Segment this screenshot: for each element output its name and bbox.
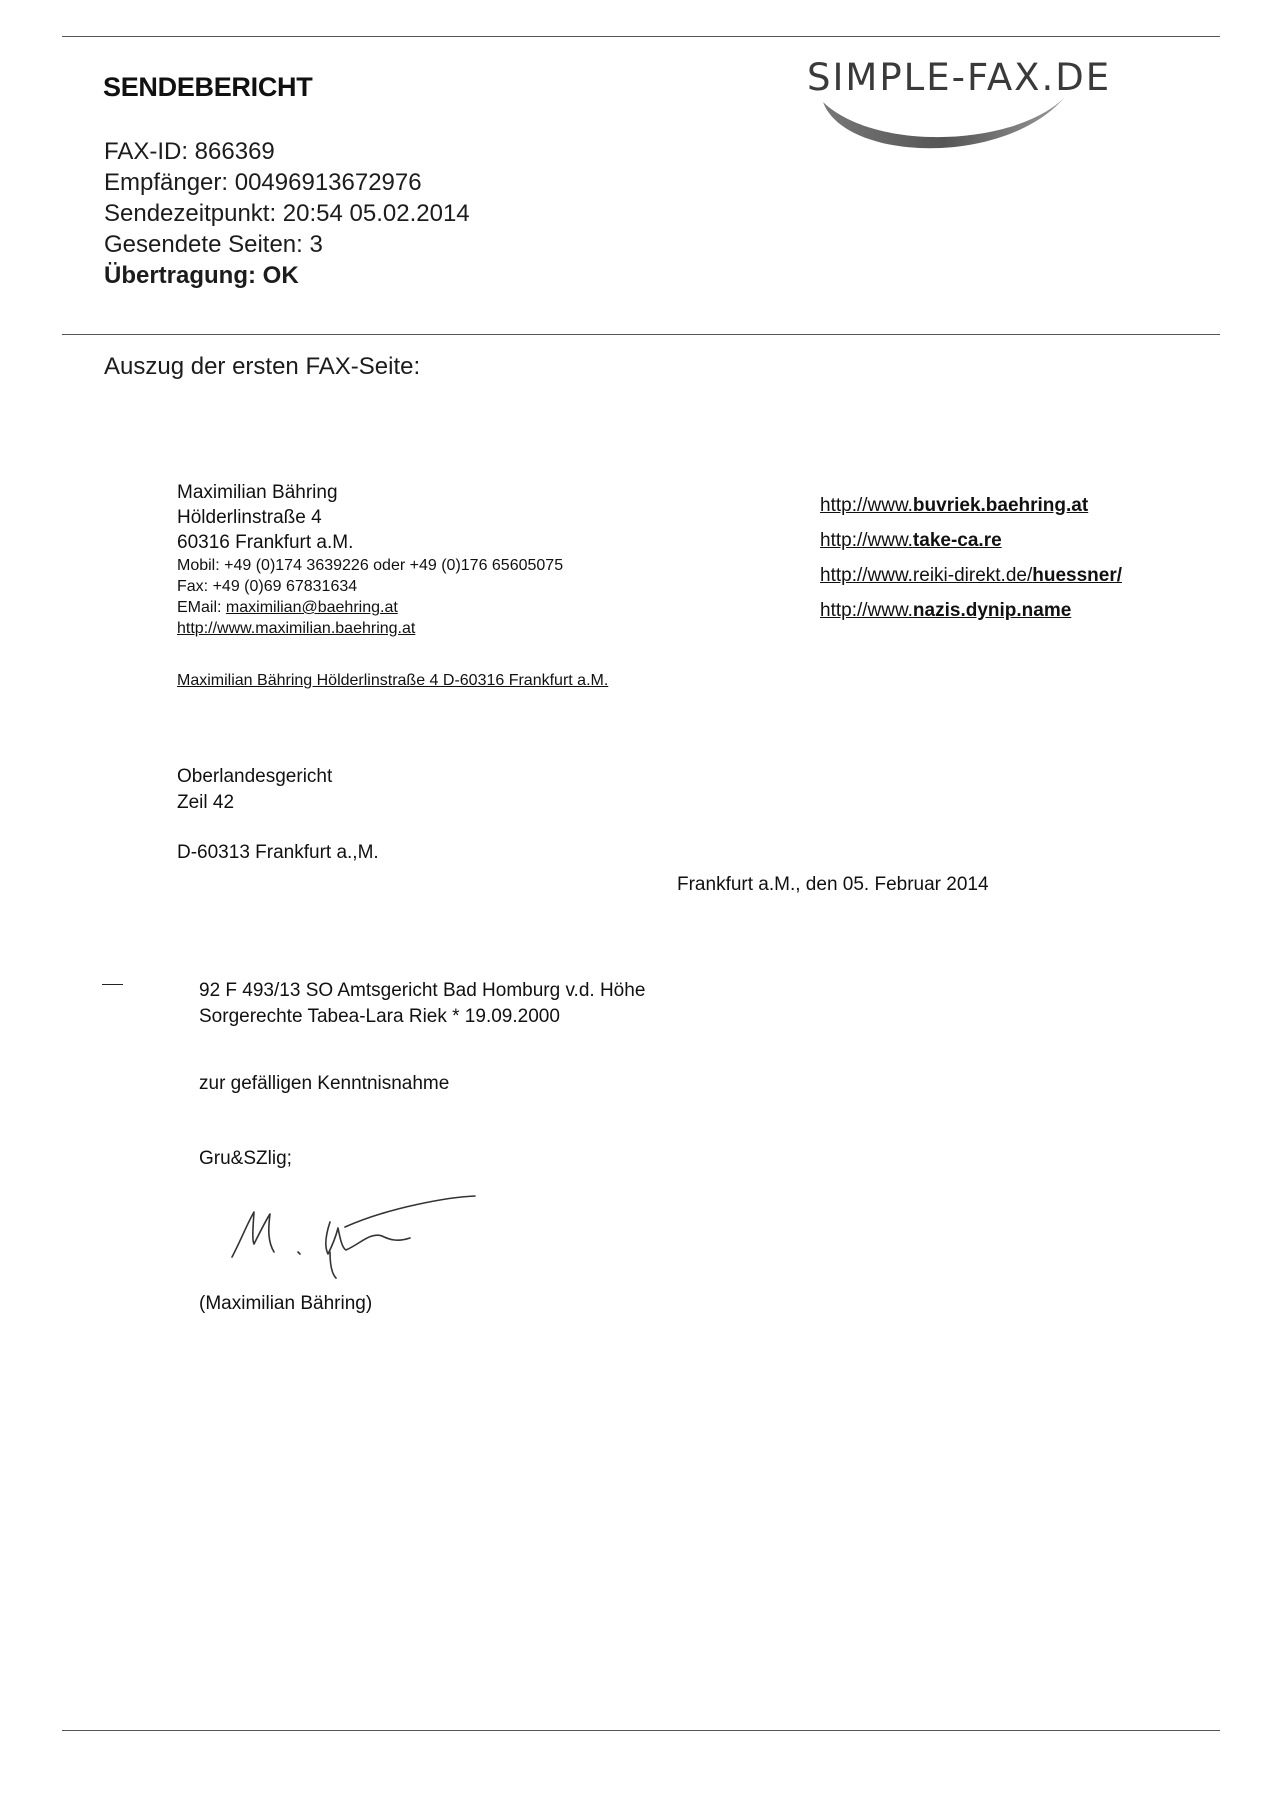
- simple-fax-logo: [805, 52, 1205, 162]
- subject-block: [199, 978, 645, 1030]
- excerpt-heading: Auszug der ersten FAX-Seite:: [104, 353, 421, 380]
- links-list: [820, 488, 1122, 628]
- link-take-ca[interactable]: http://www.take-ca.re: [820, 530, 1002, 551]
- sender-email: EMail: maximilian@baehring.at: [177, 599, 398, 616]
- signature-initial-m: [232, 1212, 274, 1257]
- subject-line2: Sorgerechte Tabea-Lara Riek * 19.09.2000: [199, 1006, 560, 1027]
- pages-sent: Gesendete Seiten: 3: [104, 231, 323, 258]
- letter-date: Frankfurt a.M., den 05. Februar 2014: [677, 874, 989, 895]
- logo-text: SIMPLE-FAX.DE: [807, 56, 1112, 99]
- sender-website-link[interactable]: http://www.maximilian.baehring.at: [177, 620, 416, 637]
- report-meta: [104, 136, 470, 291]
- report-title: SENDEBERICHT: [103, 72, 313, 102]
- sender-street: Hölderlinstraße 4: [177, 507, 322, 528]
- link-buvriek[interactable]: http://www.buvriek.baehring.at: [820, 495, 1089, 516]
- fold-mark: [102, 984, 123, 985]
- handwritten-signature: [220, 1182, 500, 1290]
- signature-name: (Maximilian Bähring): [199, 1293, 373, 1314]
- link-reiki-direkt[interactable]: http://www.reiki-direkt.de/huessner/: [820, 565, 1123, 586]
- recipient-line2: Zeil 42: [177, 792, 235, 813]
- fax-id: FAX-ID: 866369: [104, 138, 275, 165]
- sender-city: 60316 Frankfurt a.M.: [177, 532, 354, 553]
- bottom-divider: [62, 1730, 1220, 1731]
- signature-dot: [298, 1252, 300, 1254]
- sender-mobile: Mobil: +49 (0)174 3639226 oder +49 (0)176 65605075: [177, 557, 564, 574]
- signature-flourish: [345, 1196, 475, 1227]
- recipient-city: D-60313 Frankfurt a.,M.: [177, 842, 379, 863]
- transmission-status: Übertragung: OK: [104, 262, 299, 289]
- recipient-number: Empfänger: 00496913672976: [104, 169, 422, 196]
- letter-greeting: Gru&SZlig;: [199, 1148, 292, 1169]
- top-divider: [62, 36, 1220, 37]
- header-divider: [62, 334, 1220, 335]
- return-address: Maximilian Bähring Hölderlinstraße 4 D-60316 Frankfurt a.M.: [177, 672, 609, 689]
- recipient-block: [177, 764, 332, 816]
- link-nazis-dynip[interactable]: http://www.nazis.dynip.name: [820, 600, 1072, 621]
- subject-line1: 92 F 493/13 SO Amtsgericht Bad Homburg v.d. Höhe: [199, 980, 646, 1001]
- sender-fax: Fax: +49 (0)69 67831634: [177, 578, 358, 595]
- signature-tail: [330, 1252, 336, 1278]
- signature-stroke: [326, 1222, 410, 1254]
- logo-swoosh: [823, 97, 1065, 148]
- letter-body: zur gefälligen Kenntnisnahme: [199, 1073, 450, 1094]
- send-time: Sendezeitpunkt: 20:54 05.02.2014: [104, 200, 470, 227]
- email-link[interactable]: maximilian@baehring.at: [225, 599, 398, 616]
- recipient-line1: Oberlandesgericht: [177, 766, 333, 787]
- sender-name: Maximilian Bähring: [177, 482, 338, 503]
- sender-block: [177, 480, 563, 639]
